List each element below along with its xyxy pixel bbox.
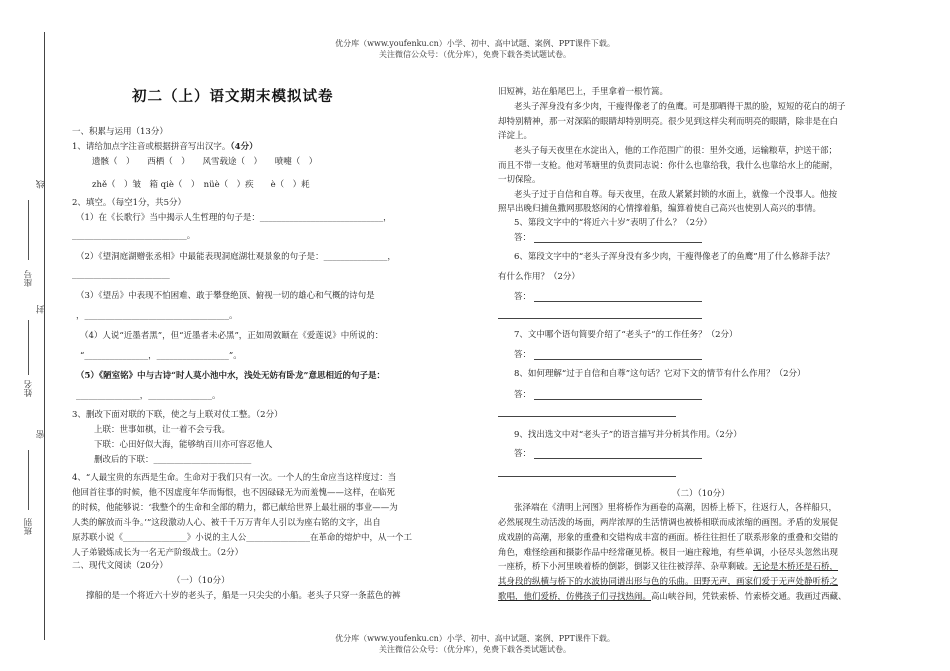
question-8-answer-line-2[interactable] [498,416,676,417]
margin-label-mi: 密 [36,430,46,439]
question-6-answer-label: 答： [514,292,532,302]
passage-2-line-7 [498,592,847,603]
header-line-2: 关注微信公众号：（优分库），免费下载各类试题试卷。 [379,50,571,59]
header-line-1: 优分库（www.youfenku.cn）小学、初中、高中试题、案例、PPT课件下载。 [335,39,615,48]
question-3-upper: 上联：世事如棋，让一着不会亏我。 [94,425,231,435]
question-9-answer-label: 答： [514,449,532,459]
passage-1-line-5: 老头子每天夜里在水淀出入，他的工作范围广的很：里外交通，运输粮草，护送干部； [514,146,838,156]
passage-2-line-5 [498,562,838,573]
question-2-4-blank: “_______________，_________________”。 [80,351,242,361]
passage-2-line-5-text: 一座桥，桥下小河里映着桥的倒影，倒影又往往被浮萍、杂草剩破。 [498,562,754,572]
question-8-answer-label: 答： [514,390,532,400]
class-blank [28,450,29,510]
question-1-row-2: zhě（ ）皱 箱 qiè（ ） nüè（ ）疾 è（ ）耗 [92,180,310,190]
margin-label-xian: 线 [36,180,46,189]
question-2-2-blank: _______________________ [72,270,170,280]
question-1-score: （4分） [230,142,258,152]
passage-2-line-1: 张泽端在《清明上河图》里将桥作为画卷的高潮，因桥上桥下，往返行人，各样船只， [514,503,838,513]
passage-1-heading: （一）（10分） [172,576,230,586]
question-5: 5、第段文字中的“将近六十岁”表明了什么？（2分） [514,218,713,228]
passage-2-line-4: 角色，难怪绘画和摄影作品中经常砸见桥。极目一遍庄稼地，有些单调，小径尽头忽然出现 [498,548,839,558]
question-3: 3、删改下面对联的下联，使之与上联对仗工整。（2分） [72,410,283,420]
question-3-lower: 下联：心田好似大海，能够纳百川亦可容忍他人 [94,440,273,450]
passage-1-first-line: 撑船的是一个将近六十岁的老头子，船是一只尖尖的小船。老头子只穿一条蓝色的裤 [86,591,401,601]
question-2: 2、填空。（每空1分，共5分） [72,198,186,208]
question-8: 8、如何理解“过于自信和自尊”这句话？它对下文的情节有什么作用？（2分） [514,369,806,379]
passage-1-line-7: 一切保险。 [498,175,541,185]
binding-margin-line [44,32,45,640]
question-2-3-blank: ，__________________________________。 [76,311,238,321]
passage-2-line-3: 成戏剧的高潮，形象的重叠和交错构成丰富的画面。桥往往担任了联系形象的重叠和交错的 [498,533,839,543]
question-2-4: （4）人说“近墨者黑”，但“近墨者未必黑”，正如周敦颐在《爱莲说》中所说的： [80,331,384,341]
question-6-answer-line-2[interactable] [498,318,702,319]
question-7-answer-line[interactable] [534,359,702,360]
question-8-answer-line-1[interactable] [534,399,702,400]
passage-1-line-8: 老头子过于自信和自尊。每天夜里，在敌人紧紧封锁的水面上，就像一个没事人。他按 [514,190,838,200]
passage-2-underlined-2: 歌唱，他们爱桥，仿佛孩子们寻找热闹。 [498,592,652,602]
question-4-line-5: 原苏联小说《_______________》小说的主人公_______________在革命的熔炉中，从一个工 [72,533,413,543]
margin-label-seat-number: 座号 [24,270,34,287]
question-6-answer-line-1[interactable] [534,301,702,302]
question-1-text: 1、请给加点字注音或根据拼音写出汉字。 [72,142,231,152]
question-4-line-6: 人子弟锻炼成长为一名无产阶级战士。（2分） [72,548,244,558]
question-9-answer-line-1[interactable] [534,458,702,459]
question-4-line-2: 他回首往事的时候，他不因虚度年华而悔恨，也不因碌碌无为而羞愧——这样，在临死 [72,488,396,498]
margin-label-feng: 封 [36,305,46,314]
question-1-row-1: 遗骸（ ） 西栖（ ） 风雪载途（ ） 喷嚏（ ） [92,157,318,167]
section-1-heading: 一、积累与运用（13分） [72,127,168,137]
question-2-1: （1）在《长歌行》当中揭示人生哲理的句子是：_____________________________， [76,213,392,223]
passage-2-line-6: 其身段的纵横与桥下的水波协同谱出形与色的乐曲。田野无声，画家们爱于无声处静听桥之 [498,577,839,587]
question-5-answer-line[interactable] [534,242,702,243]
passage-2-heading: （二）（10分） [672,489,730,499]
question-6: 6、第段文字中的“老头子浑身没有多少肉，干瘦得像老了的鱼鹰”用了什么修辞手法？ [514,252,835,262]
question-1 [72,142,258,153]
margin-label-name: 姓名 [24,380,34,397]
question-2-3: （3）《望岳》中表现不怕困难、敢于攀登绝顶、俯视一切的雄心和气概的诗句是 [76,291,375,301]
name-blank [28,320,29,375]
question-3-answer: 删改后的下联：_______________________ [94,455,252,465]
question-4-line-1: 4、“人最宝贵的东西是生命。生命对于我们只有一次。一个人的生命应当这样度过：当 [72,473,397,483]
question-9-answer-line-2[interactable] [498,476,676,477]
question-2-5-blank: _______________，_______________。 [76,391,221,401]
question-4-line-3: 的时候，他能够说：‘我整个的生命和全部的精力，都已献给世界上最壮丽的事业——为 [72,503,398,513]
passage-2-line-7-text: 高山峡谷间，凭铁索桥、竹索桥交通。我画过西藏、 [651,592,847,602]
seat-number-blank [28,200,29,260]
question-2-2: （2）《望洞庭湖赠张丞相》中最能表现洞庭湖壮观景象的句子是：_______________， [76,252,396,262]
question-2-1-blank: ___________________________。 [72,231,196,241]
passage-2-underlined-1: 无论是木桥还是石桥， [753,562,839,572]
passage-1-line-9: 照早出晚归捕鱼撒网那股悠闲的心情撑着船，编算着使自己高兴也使别人高兴的事情。 [498,204,822,214]
passage-1-line-4: 洋淀上。 [498,131,533,141]
passage-1-line-6: 而且不带一支枪。他对苇塘里的负责同志说：你什么也靠给我，我什么也靠给水上的能耐， [498,161,839,171]
question-7-answer-label: 答： [514,350,532,360]
question-5-answer-label: 答： [514,233,532,243]
exam-title: 初二（上）语文期末模拟试卷 [132,89,334,105]
passage-1-line-2: 老头子浑身没有多少肉，干瘦得像老了的鱼鹰。可是那晒得干黑的脸，短短的花白的胡子 [514,102,846,112]
footer-line-2: 关注微信公众号：（优分库），免费下载各类试题试卷。 [379,645,571,654]
question-9: 9、找出选文中对“老头子”的语言描写并分析其作用。（2分） [514,430,742,440]
passage-2-line-2: 必然展现生动活泼的场面，两岸浓厚的生活情调也被桥相联而成浓缩的画图。矛盾的发展促 [498,518,839,528]
question-7: 7、文中哪个语句简要介绍了“老头子”的工作任务？（2分） [514,330,738,340]
section-2-heading: 二、现代文阅读（20分） [72,561,168,571]
question-4-line-4: 人类的解放而斗争。’”这段激动人心、被千千万万青年人引以为座右铭的文字，出自 [72,518,381,528]
question-2-5: （5）《陋室铭》中与古诗“时人莫小池中水，浅处无妨有卧龙”意思相近的句子是： [76,371,385,381]
question-6-cont: 有什么作用？（2分） [498,272,580,282]
margin-label-class: 班别 [24,518,34,535]
passage-1-line-1: 旧短裤，站在船尾巴上，手里拿着一根竹篙。 [498,87,669,97]
passage-1-line-3: 却特别精神，那一对深陷的眼睛却特别明亮。很少见到这样尖利而明亮的眼睛，除非是在白 [498,117,839,127]
footer-line-1: 优分库（www.youfenku.cn）小学、初中、高中试题、案例、PPT课件下载。 [335,634,615,643]
